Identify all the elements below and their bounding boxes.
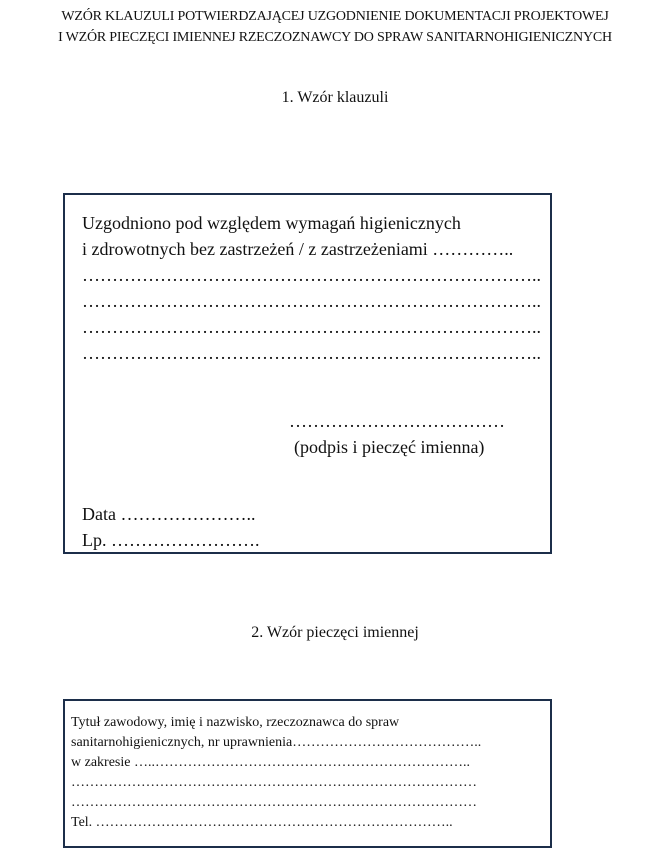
clause-line: ………………………………………………………………….. [82, 291, 541, 311]
clause-line: ………………………………………………………………….. [82, 265, 541, 285]
stamp-line: …………………………………………………………………………… [71, 795, 477, 810]
document-title-line-2: I WZÓR PIECZĘCI IMIENNEJ RZECZOZNAWCY DO SPRAW SANITARNOHIGIENICZNYCH [58, 30, 612, 45]
signature-line: ……………………………… [289, 411, 505, 431]
clause-line: i zdrowotnych bez zastrzeżeń / z zastrzeżeniami ………….. [82, 239, 514, 259]
stamp-line: sanitarnohigienicznych, nr uprawnienia………………………………….. [71, 735, 482, 750]
clause-line: ………………………………………………………………….. [82, 343, 541, 363]
section-1-title: 1. Wzór klauzuli [281, 89, 389, 106]
date-line: Data ………………….. [82, 504, 256, 524]
entry-number-line: Lp. ……………………. [82, 530, 260, 550]
clause-line: Uzgodniono pod względem wymagań higienicznych [82, 213, 461, 233]
stamp-line: Tytuł zawodowy, imię i nazwisko, rzeczoznawca do spraw [71, 715, 400, 730]
document-title-line-1: WZÓR KLAUZULI POTWIERDZAJĄCEJ UZGODNIENIE DOKUMENTACJI PROJEKTOWEJ [61, 9, 609, 24]
signature-caption: (podpis i pieczęć imienna) [294, 437, 485, 457]
clause-template-box [63, 193, 552, 554]
stamp-line: …………………………………………………………………………… [71, 775, 477, 790]
stamp-template-box [63, 699, 552, 848]
stamp-line: w zakresie …..………………………………………………………….. [71, 755, 470, 770]
clause-line: ………………………………………………………………….. [82, 317, 541, 337]
stamp-line: Tel. ………………………………………………………………….. [71, 815, 453, 830]
section-2-title: 2. Wzór pieczęci imiennej [251, 624, 419, 641]
